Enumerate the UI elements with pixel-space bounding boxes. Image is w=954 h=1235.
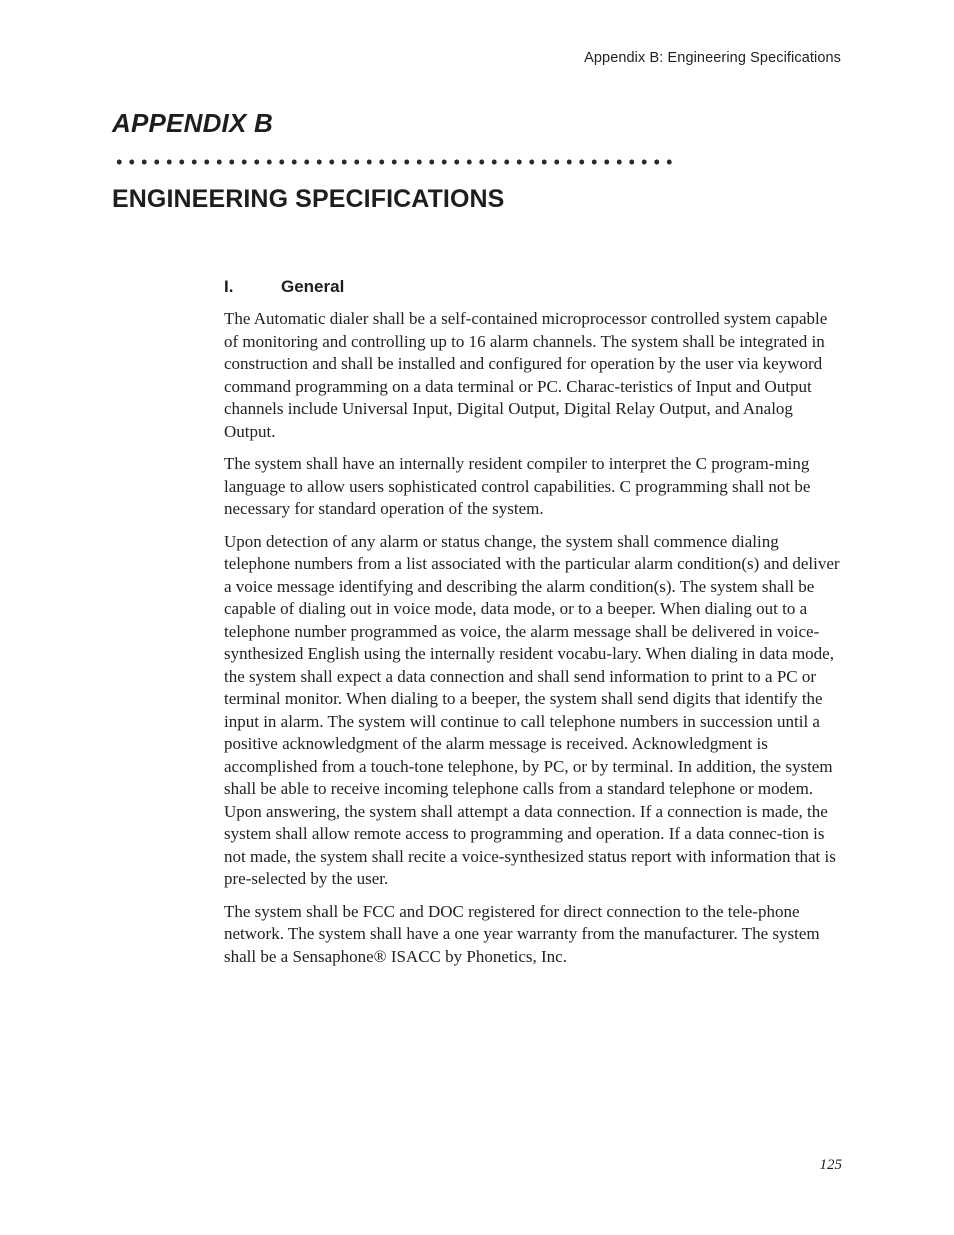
body-paragraph-4: The system shall be FCC and DOC registered for direct connection to the tele-phone network. The system shall have a one year warranty from the manufacturer. The system shall be a Sensaphone® ISACC by Phonetics, Inc. — [224, 901, 820, 966]
running-header: Appendix B: Engineering Specifications — [584, 50, 841, 66]
page-title: ENGINEERING SPECIFICATIONS — [112, 185, 505, 213]
section-heading — [224, 277, 844, 297]
dotted-divider — [113, 158, 675, 166]
body-paragraph-1: The Automatic dialer shall be a self-contained microprocessor controlled system capable of monitoring and controlling up to 16 alarm channels. The system shall be integrated in construction and shall be installed and configured for operation by the user via keyword command programming on a data terminal or PC. Charac-teristics of Input and Output channels include Universal Input, Digital Output, Digital Relay Output, and Analog Output. — [224, 309, 828, 441]
body-paragraph-2: The system shall have an internally resident compiler to interpret the C program-ming language to allow users sophisticated control capabilities. C programming shall not be necessary for standard operation of the system. — [224, 454, 811, 518]
page-number: 125 — [819, 1157, 842, 1173]
section-general — [224, 277, 844, 978]
section-title: General — [281, 277, 345, 296]
body-paragraph-3: Upon detection of any alarm or status change, the system shall commence dialing telephone numbers from a list associated with the particular alarm condition(s) and deliver a voice message identifying and describing the alarm condition(s). The system shall be capable of dialing out in voice mode, data mode, or to a beeper. When dialing out to a telephone number programmed as voice, the alarm message shall be delivered in voice-synthesized English using the internally resident vocabu-lary. When dialing in data mode, the system shall expect a data connection and shall send information to print to a PC or terminal monitor. When dialing to a beeper, the system shall send digits that identify the input in alarm. The system will continue to call telephone numbers in succession until a positive acknowledgment of the alarm message is received. Acknowledgment is accomplished from a touch-tone telephone, by PC, or by terminal. In addition, the system shall be able to receive incoming telephone calls from a standard telephone or modem. Upon answering, the system shall attempt a data connection. If a connection is made, the system shall allow remote access to programming and operation. If a data connec-tion is not made, the system shall recite a voice-synthesized status report with information that is pre-selected by the user. — [224, 531, 840, 888]
appendix-label: APPENDIX B — [112, 108, 273, 138]
section-number: I. — [224, 277, 234, 296]
